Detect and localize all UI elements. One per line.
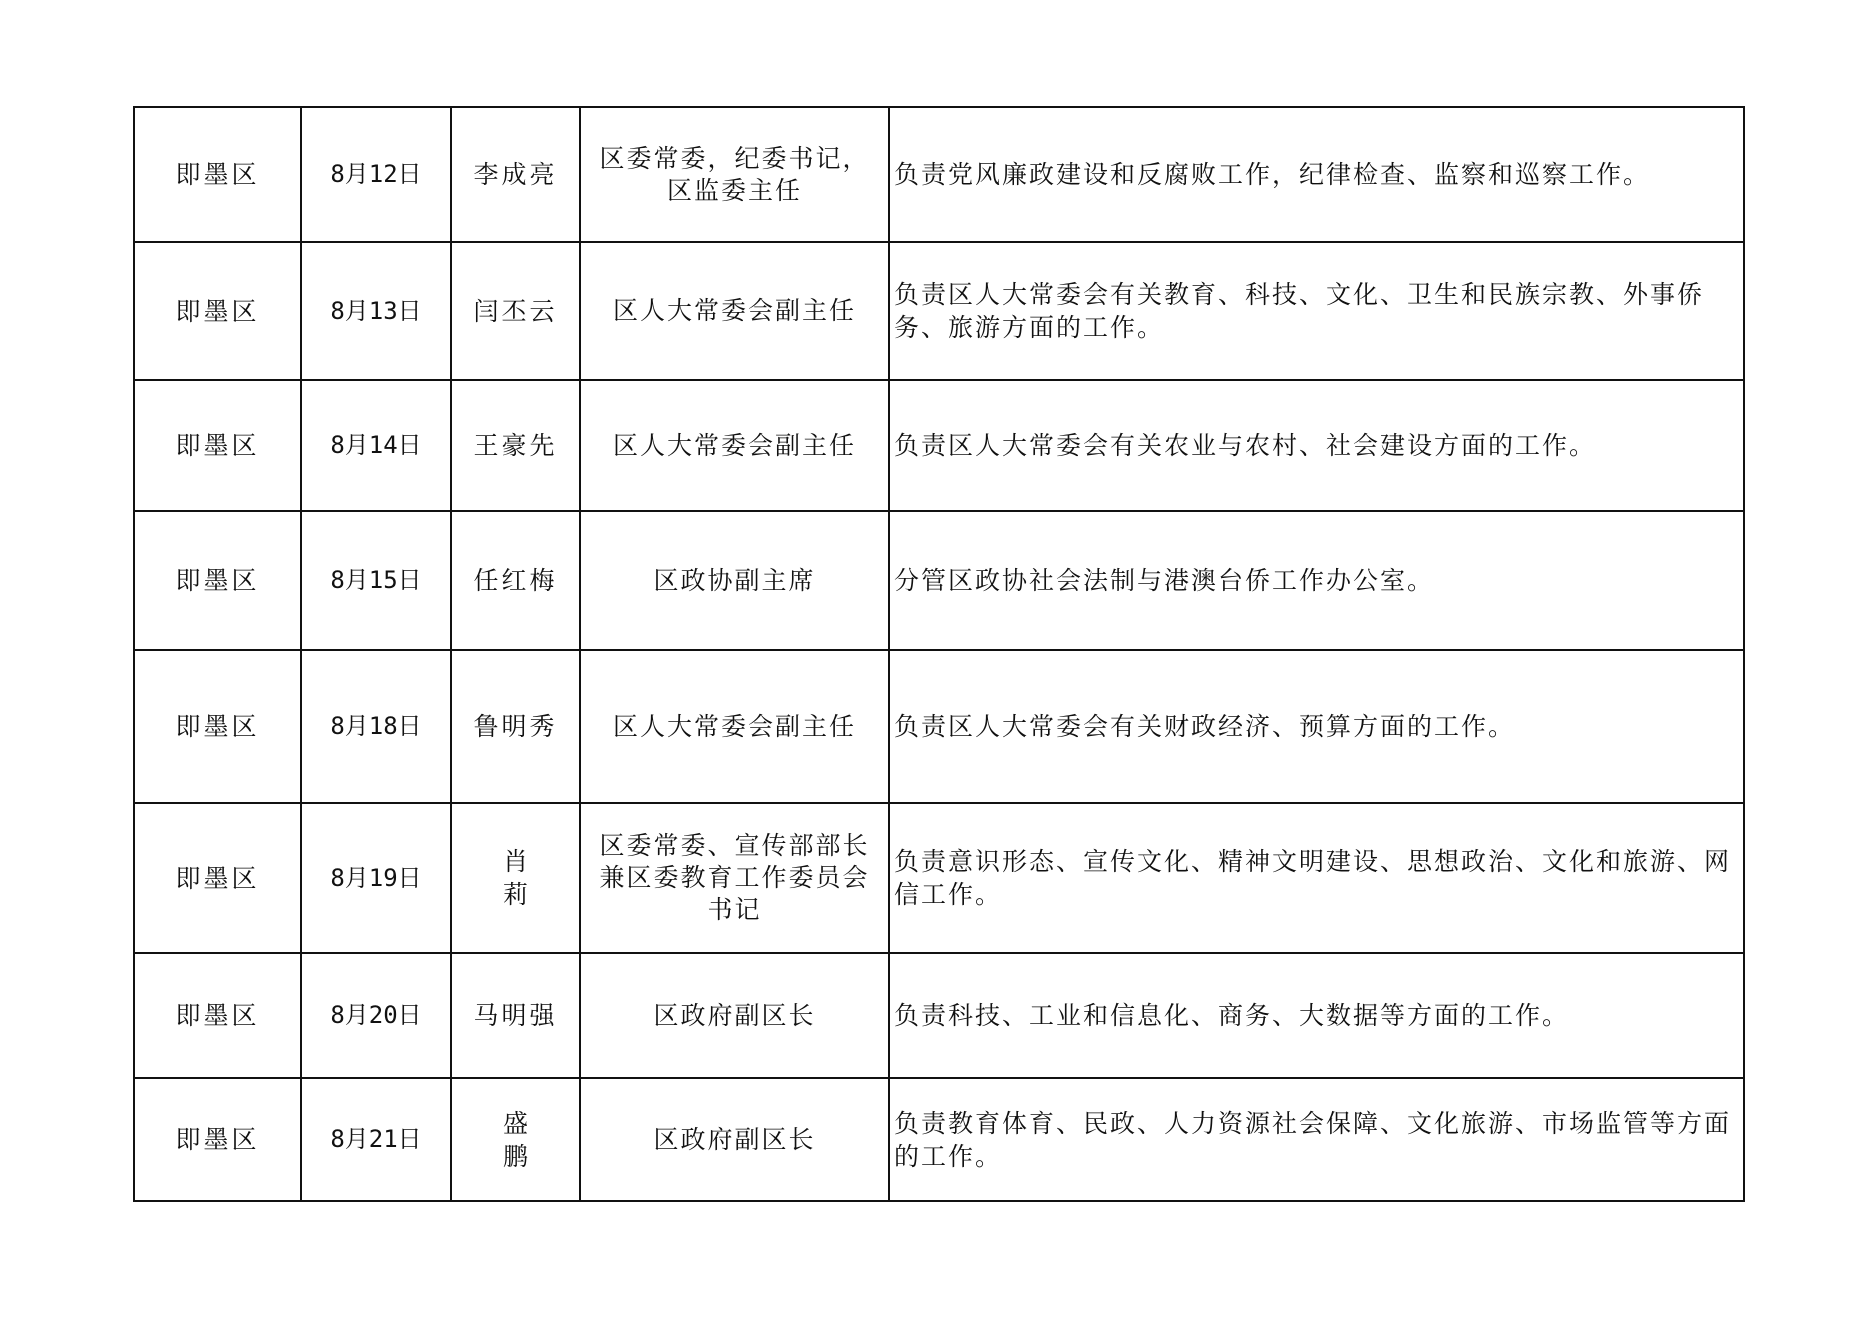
name-cell: 李成亮 bbox=[451, 107, 580, 242]
duty-cell: 负责意识形态、宣传文化、精神文明建设、思想政治、文化和旅游、网信工作。 bbox=[889, 803, 1744, 953]
date-cell: 8月13日 bbox=[301, 242, 451, 380]
name-cell: 盛 鹏 bbox=[451, 1078, 580, 1201]
position-cell: 区政府副区长 bbox=[580, 953, 889, 1078]
date-cell: 8月15日 bbox=[301, 511, 451, 650]
district-cell: 即墨区 bbox=[134, 242, 301, 380]
date-cell: 8月18日 bbox=[301, 650, 451, 803]
duty-cell: 负责区人大常委会有关财政经济、预算方面的工作。 bbox=[889, 650, 1744, 803]
duty-cell: 负责教育体育、民政、人力资源社会保障、文化旅游、市场监管等方面的工作。 bbox=[889, 1078, 1744, 1201]
duty-cell: 负责区人大常委会有关农业与农村、社会建设方面的工作。 bbox=[889, 380, 1744, 511]
table-row bbox=[134, 242, 1744, 380]
district-cell: 即墨区 bbox=[134, 380, 301, 511]
position-cell: 区人大常委会副主任 bbox=[580, 650, 889, 803]
schedule-table bbox=[133, 106, 1745, 1202]
date-cell: 8月20日 bbox=[301, 953, 451, 1078]
district-cell: 即墨区 bbox=[134, 511, 301, 650]
name-cell: 王豪先 bbox=[451, 380, 580, 511]
duty-cell: 分管区政协社会法制与港澳台侨工作办公室。 bbox=[889, 511, 1744, 650]
position-cell: 区人大常委会副主任 bbox=[580, 380, 889, 511]
position-cell: 区政协副主席 bbox=[580, 511, 889, 650]
duty-cell: 负责区人大常委会有关教育、科技、文化、卫生和民族宗教、外事侨务、旅游方面的工作。 bbox=[889, 242, 1744, 380]
table-row bbox=[134, 380, 1744, 511]
district-cell: 即墨区 bbox=[134, 1078, 301, 1201]
table-row bbox=[134, 1078, 1744, 1201]
date-cell: 8月19日 bbox=[301, 803, 451, 953]
district-cell: 即墨区 bbox=[134, 953, 301, 1078]
name-cell: 闫丕云 bbox=[451, 242, 580, 380]
table-row bbox=[134, 803, 1744, 953]
table-row bbox=[134, 650, 1744, 803]
name-cell: 马明强 bbox=[451, 953, 580, 1078]
name-cell: 鲁明秀 bbox=[451, 650, 580, 803]
table-row bbox=[134, 107, 1744, 242]
date-cell: 8月14日 bbox=[301, 380, 451, 511]
table-row bbox=[134, 511, 1744, 650]
position-cell: 区委常委，纪委书记，区监委主任 bbox=[580, 107, 889, 242]
schedule-table-wrapper bbox=[133, 106, 1743, 1202]
table-row bbox=[134, 953, 1744, 1078]
district-cell: 即墨区 bbox=[134, 803, 301, 953]
duty-cell: 负责科技、工业和信息化、商务、大数据等方面的工作。 bbox=[889, 953, 1744, 1078]
position-cell: 区政府副区长 bbox=[580, 1078, 889, 1201]
position-cell: 区委常委、宣传部部长兼区委教育工作委员会书记 bbox=[580, 803, 889, 953]
name-cell: 肖 莉 bbox=[451, 803, 580, 953]
duty-cell: 负责党风廉政建设和反腐败工作，纪律检查、监察和巡察工作。 bbox=[889, 107, 1744, 242]
date-cell: 8月12日 bbox=[301, 107, 451, 242]
district-cell: 即墨区 bbox=[134, 107, 301, 242]
date-cell: 8月21日 bbox=[301, 1078, 451, 1201]
position-cell: 区人大常委会副主任 bbox=[580, 242, 889, 380]
name-cell: 任红梅 bbox=[451, 511, 580, 650]
district-cell: 即墨区 bbox=[134, 650, 301, 803]
